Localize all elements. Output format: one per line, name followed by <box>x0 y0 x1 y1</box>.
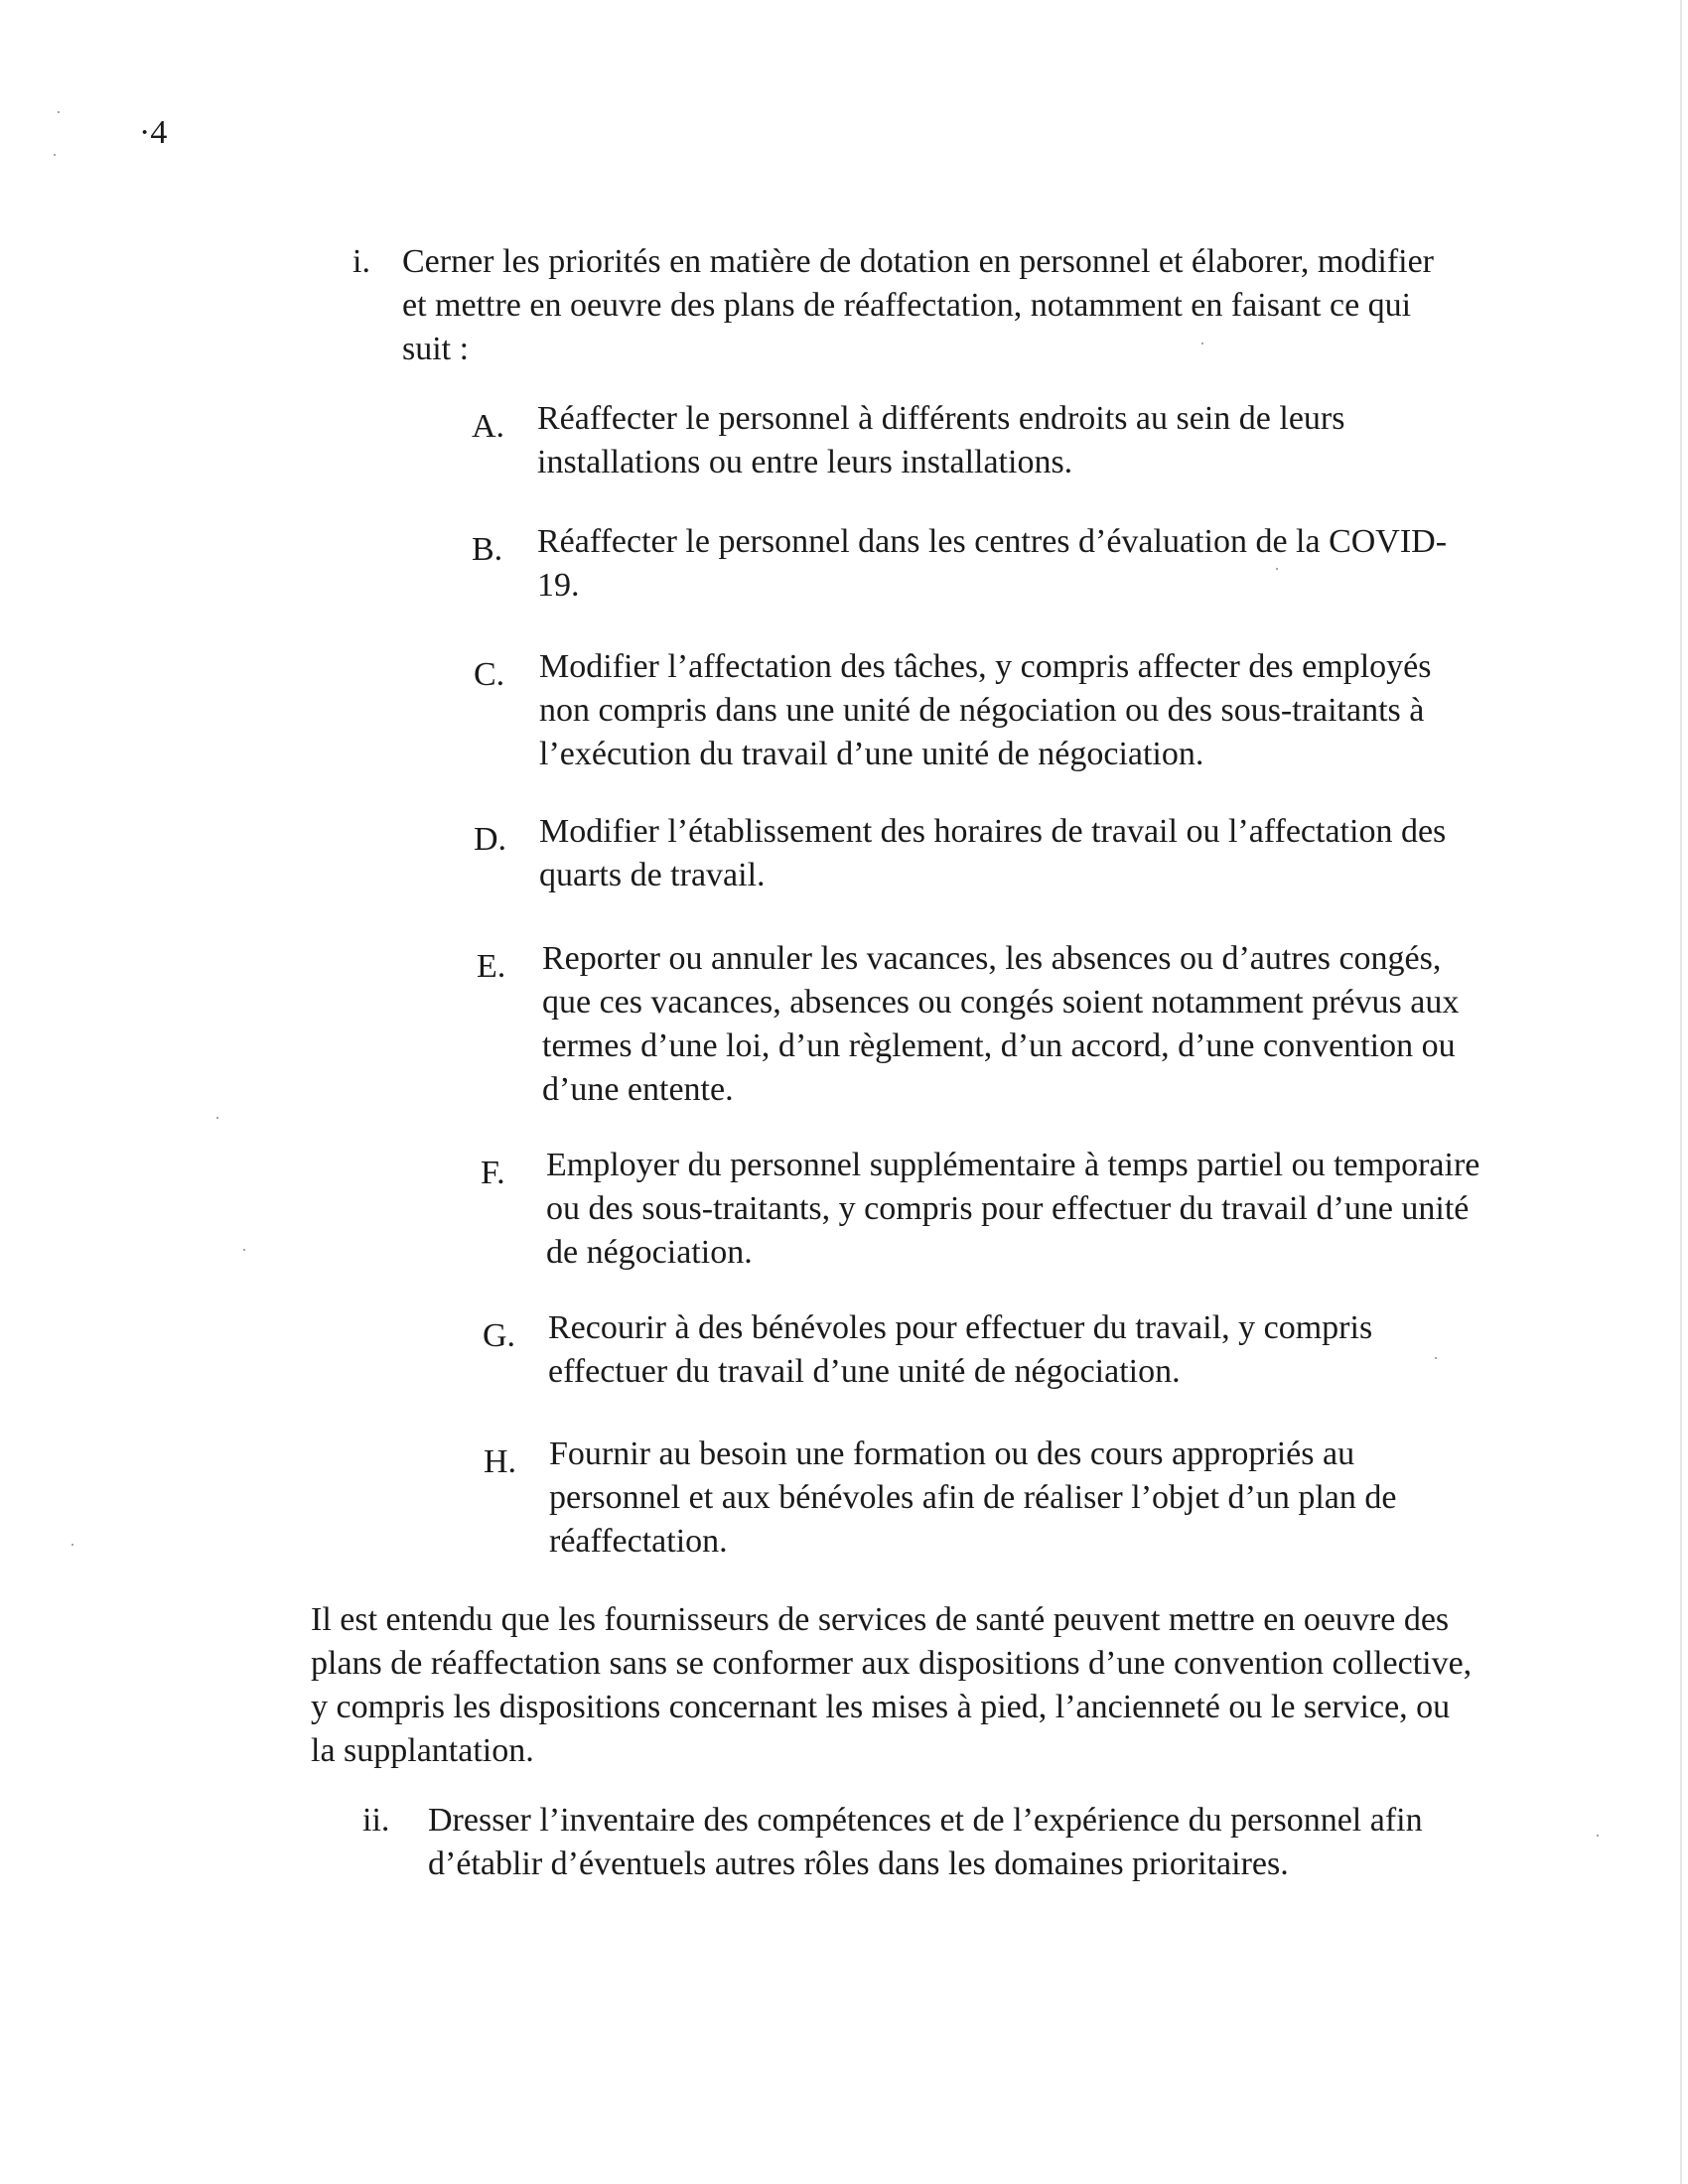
sub-item-text <box>549 1433 1542 1564</box>
text-line: Dresser l’inventaire des compétences et de l’expérience du personnel afin <box>428 1802 1423 1839</box>
text-line: 19. <box>537 567 580 604</box>
scan-speck <box>54 154 56 156</box>
text-line: la supplantation. <box>311 1732 534 1769</box>
sub-item-text <box>537 397 1530 484</box>
sub-marker: B. <box>472 531 503 568</box>
text-line: non compris dans une unité de négociation ou des sous-traitants à <box>539 692 1425 729</box>
scan-edge <box>1680 0 1682 2184</box>
clarification-paragraph <box>311 1598 1552 1773</box>
text-line: installations ou entre leurs installations. <box>537 444 1073 480</box>
text-line: d’établir d’éventuels autres rôles dans les domaines prioritaires. <box>428 1845 1289 1882</box>
text-line: Employer du personnel supplémentaire à temps partiel ou temporaire <box>546 1147 1480 1183</box>
sub-item-text <box>539 810 1532 897</box>
text-line: que ces vacances, absences ou congés soient notamment prévus aux <box>542 984 1460 1021</box>
list-item-text <box>402 240 1544 371</box>
sub-marker: G. <box>483 1317 516 1354</box>
sub-item-text <box>546 1144 1539 1275</box>
text-line: Il est entendu que les fournisseurs de services de santé peuvent mettre en oeuvre des <box>311 1601 1450 1638</box>
text-line: y compris les dispositions concernant les mises à pied, l’ancienneté ou le service, ou <box>311 1689 1451 1725</box>
text-line: termes d’une loi, d’un règlement, d’un accord, d’une convention ou <box>542 1027 1456 1064</box>
text-line: ou des sous-traitants, y compris pour effectuer du travail d’une unité <box>546 1190 1470 1227</box>
text-line: Modifier l’affectation des tâches, y compris affecter des employés <box>539 648 1432 685</box>
text-line: de négociation. <box>546 1234 753 1271</box>
text-line: Réaffecter le personnel à différents endroits au sein de leurs <box>537 400 1345 437</box>
page-number: ·4 <box>139 114 168 151</box>
scan-speck <box>243 1249 245 1251</box>
text-line: réaffectation. <box>549 1523 728 1560</box>
scan-speck <box>1597 1835 1599 1837</box>
sub-marker: E. <box>477 948 506 985</box>
text-line: effectuer du travail d’une unité de négociation. <box>548 1353 1181 1390</box>
text-line: Fournir au besoin une formation ou des cours appropriés au <box>549 1435 1355 1472</box>
sub-marker: A. <box>472 408 505 445</box>
sub-marker: F. <box>481 1155 505 1191</box>
list-item-text <box>428 1799 1570 1886</box>
text-line: personnel et aux bénévoles afin de réaliser l’objet d’un plan de <box>549 1479 1397 1516</box>
scan-speck <box>58 111 60 113</box>
text-line: plans de réaffectation sans se conformer aux dispositions d’une convention collective, <box>311 1645 1473 1682</box>
sub-item-text <box>537 520 1530 608</box>
text-line: d’une entente. <box>542 1071 734 1108</box>
text-line: et mettre en oeuvre des plans de réaffectation, notamment en faisant ce qui <box>402 287 1412 324</box>
list-marker: ii. <box>362 1802 390 1839</box>
text-line: Recourir à des bénévoles pour effectuer du travail, y compris <box>548 1309 1373 1346</box>
scan-speck <box>216 1117 218 1119</box>
text-line: Cerner les priorités en matière de dotation en personnel et élaborer, modifier <box>402 243 1435 280</box>
scan-speck <box>71 1544 73 1546</box>
text-line: Reporter ou annuler les vacances, les absences ou d’autres congés, <box>542 940 1442 977</box>
sub-item-text <box>548 1306 1541 1394</box>
text-line: quarts de travail. <box>539 857 766 893</box>
text-line: Modifier l’établissement des horaires de travail ou l’affectation des <box>539 813 1447 850</box>
sub-item-text <box>539 645 1532 776</box>
sub-marker: D. <box>474 821 507 858</box>
text-line: l’exécution du travail d’une unité de négociation. <box>539 736 1204 772</box>
list-marker: i. <box>352 243 370 280</box>
sub-marker: H. <box>484 1443 517 1480</box>
sub-item-text <box>542 937 1535 1112</box>
text-line: suit : <box>402 331 470 367</box>
sub-marker: C. <box>474 656 505 693</box>
text-line: Réaffecter le personnel dans les centres d’évaluation de la COVID- <box>537 523 1448 560</box>
